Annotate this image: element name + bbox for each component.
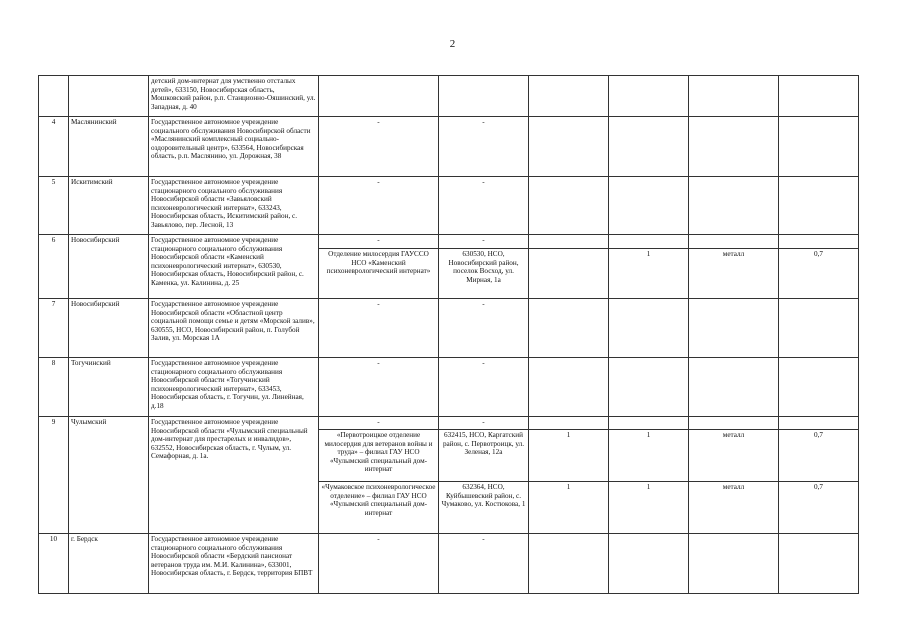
unit-cell: -: [319, 299, 439, 358]
institution-cell: Государственное автономное учреждение стационарного социального обслуживания Новосибирской области «Тогучинский психоневрологический интернат», 633453, Новосибирская область, г. Тогучин, ул. Линейная, д.18: [149, 358, 319, 417]
table-row: [39, 235, 859, 249]
address-cell: [439, 76, 529, 117]
material-cell: [689, 358, 779, 417]
address-cell: -: [439, 417, 529, 430]
unit-cell: -: [319, 117, 439, 177]
unit-cell: -: [319, 534, 439, 594]
district-cell: Маслянинский: [69, 117, 149, 177]
qty2-cell: [609, 358, 689, 417]
material-cell: [689, 235, 779, 249]
size-cell: [779, 117, 859, 177]
size-cell: [779, 235, 859, 249]
row-number: 5: [39, 177, 69, 235]
table-row: [39, 299, 859, 358]
row-number: 4: [39, 117, 69, 177]
table-row: [39, 117, 859, 177]
row-number: [39, 76, 69, 117]
material-cell: [689, 117, 779, 177]
material-cell: [689, 177, 779, 235]
unit-cell: [319, 76, 439, 117]
qty2-cell: 1: [609, 482, 689, 534]
table-row: [39, 177, 859, 235]
qty1-cell: [529, 299, 609, 358]
unit-cell: -: [319, 417, 439, 430]
qty1-cell: [529, 534, 609, 594]
qty2-cell: [609, 117, 689, 177]
qty1-cell: [529, 417, 609, 430]
district-cell: Новосибирский: [69, 299, 149, 358]
address-cell: -: [439, 534, 529, 594]
address-cell: -: [439, 235, 529, 249]
institution-cell: Государственное автономное учреждение стационарного социального обслуживания Новосибирской области «Каменский психоневрологический интернат», 630530, Новосибирская область, Новосибирский район, с. Каменка, ул. Калинина, д. 25: [149, 235, 319, 299]
row-number: 8: [39, 358, 69, 417]
size-cell: [779, 534, 859, 594]
unit-cell: -: [319, 358, 439, 417]
qty1-cell: [529, 117, 609, 177]
qty2-cell: 1: [609, 430, 689, 482]
address-cell: -: [439, 358, 529, 417]
district-cell: Новосибирский: [69, 235, 149, 299]
material-cell: [689, 76, 779, 117]
unit-cell: Отделение милосердия ГАУССО НСО «Каменский психоневрологический интернат»: [319, 249, 439, 299]
district-cell: Чулымский: [69, 417, 149, 534]
address-cell: 630530, НСО, Новосибирский район, поселок Восход, ул. Мирная, 1а: [439, 249, 529, 299]
institution-cell: детский дом-интернат для умственно отсталых детей», 633150, Новосибирская область, Мошковский район, р.п. Станционно-Ояшинский, ул. Западная, д. 40: [149, 76, 319, 117]
institution-cell: Государственное автономное учреждение Новосибирской области «Чулымский специальный дом-интернат для престарелых и инвалидов», 632552, Новосибирская область, г. Чулым, ул. Семафорная, д. 1а.: [149, 417, 319, 534]
table-row: [39, 358, 859, 417]
material-cell: металл: [689, 482, 779, 534]
size-cell: [779, 299, 859, 358]
district-cell: Искитимский: [69, 177, 149, 235]
qty1-cell: [529, 249, 609, 299]
qty2-cell: [609, 299, 689, 358]
qty1-cell: [529, 76, 609, 117]
document-table: [38, 75, 859, 594]
address-cell: -: [439, 299, 529, 358]
size-cell: [779, 358, 859, 417]
size-cell: 0,7: [779, 482, 859, 534]
page-number: 2: [449, 38, 456, 50]
material-cell: металл: [689, 249, 779, 299]
qty1-cell: [529, 235, 609, 249]
qty2-cell: [609, 417, 689, 430]
address-cell: -: [439, 177, 529, 235]
material-cell: [689, 299, 779, 358]
institution-cell: Государственное автономное учреждение социального обслуживания Новосибирской области «Маслянинский комплексный социально-оздоровительный центр», 633564, Новосибирская область, р.п. Маслянино, ул. Дорожная, 38: [149, 117, 319, 177]
row-number: 9: [39, 417, 69, 534]
material-cell: [689, 534, 779, 594]
qty1-cell: 1: [529, 482, 609, 534]
qty2-cell: [609, 534, 689, 594]
row-number: 6: [39, 235, 69, 299]
table-row: [39, 417, 859, 430]
size-cell: [779, 417, 859, 430]
address-cell: 632415, НСО, Каргатский район, с. Первотроицк, ул. Зеленая, 12а: [439, 430, 529, 482]
unit-cell: «Первотроицкое отделение милосердия для ветеранов войны и труда» – филиал ГАУ НСО «Чулымский специальный дом-интернат: [319, 430, 439, 482]
material-cell: металл: [689, 430, 779, 482]
qty2-cell: [609, 76, 689, 117]
unit-cell: -: [319, 177, 439, 235]
table-row: [39, 534, 859, 594]
size-cell: [779, 76, 859, 117]
row-number: 7: [39, 299, 69, 358]
address-cell: 632364, НСО, Куйбышевский район, с. Чумаково, ул. Костюкова, 1: [439, 482, 529, 534]
district-cell: [69, 76, 149, 117]
size-cell: 0,7: [779, 249, 859, 299]
district-cell: г. Бердск: [69, 534, 149, 594]
qty2-cell: [609, 177, 689, 235]
institution-cell: Государственное автономное учреждение стационарного социального обслуживания Новосибирской области «Бердский пансионат ветеранов труда им. М.И. Калинина», 633001, Новосибирская область, г. Бердск, территория БПВТ: [149, 534, 319, 594]
size-cell: 0,7: [779, 430, 859, 482]
district-cell: Тогучинский: [69, 358, 149, 417]
qty1-cell: 1: [529, 430, 609, 482]
qty2-cell: 1: [609, 249, 689, 299]
unit-cell: «Чумаковское психоневрологическое отделение» – филиал ГАУ НСО «Чулымский специальный дом-интернат: [319, 482, 439, 534]
unit-cell: -: [319, 235, 439, 249]
institution-cell: Государственное автономное учреждение Новосибирской области «Областной центр социальной помощи семье и детям «Морской залив», 630555, НСО, Новосибирский район, п. Голубой Залив, ул. Морская 1А: [149, 299, 319, 358]
size-cell: [779, 177, 859, 235]
table-row: [39, 76, 859, 117]
row-number: 10: [39, 534, 69, 594]
material-cell: [689, 417, 779, 430]
institution-cell: Государственное автономное учреждение стационарного социального обслуживания Новосибирской области «Завьяловский психоневрологический интернат», 633243, Новосибирская область, Искитимский район, с. Завьялово, пер. Лесной, 13: [149, 177, 319, 235]
address-cell: -: [439, 117, 529, 177]
qty1-cell: [529, 358, 609, 417]
qty1-cell: [529, 177, 609, 235]
qty2-cell: [609, 235, 689, 249]
